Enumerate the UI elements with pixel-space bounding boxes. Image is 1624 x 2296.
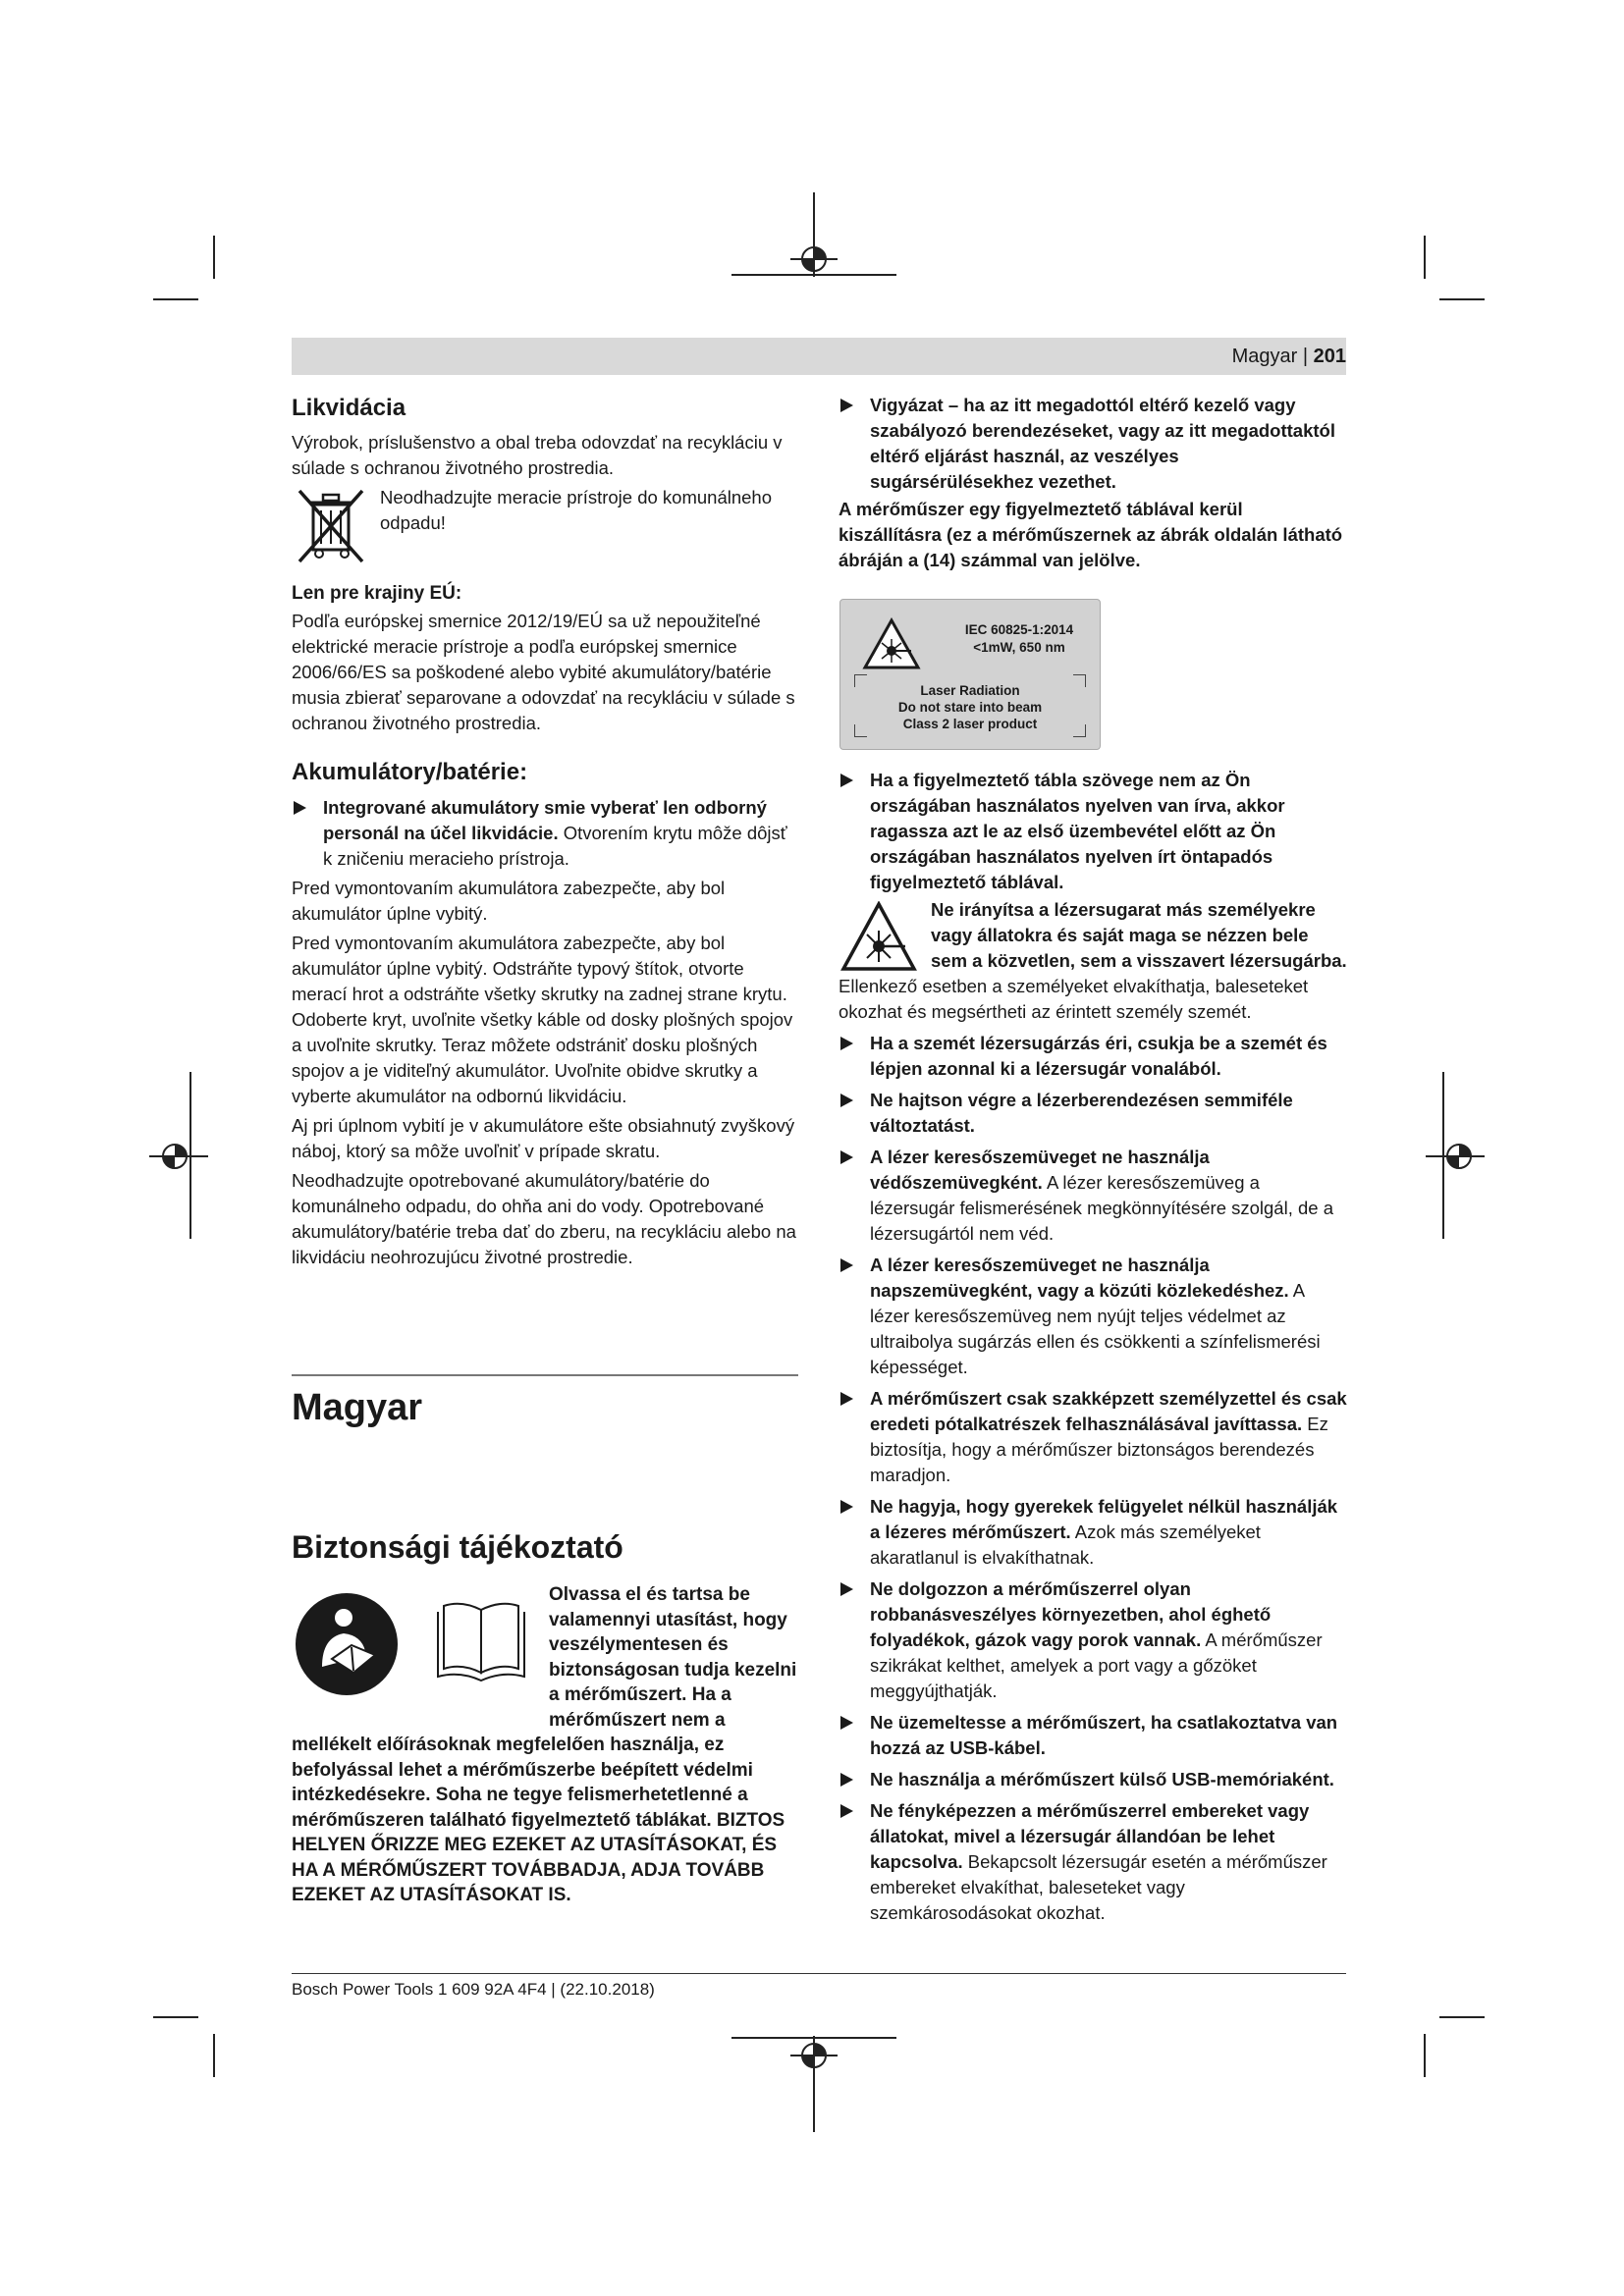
bullet-gyer [839,1494,1347,1571]
warning-label-intro: A mérőműszer egy figyelmeztető táblával kerül kiszállításra (ez a mérőműszernek az ábrák oldalán látható ábráján a (14) számmal van jelölve. [839,499,1343,570]
bullet-vegre: Ne hajtson végre a lézerberendezésen semmiféle változtatást. [839,1088,1347,1139]
registration-mark-top [731,192,896,291]
bin-notice [292,485,798,569]
label-corner [1073,674,1086,687]
label-line-2: <1mW, 650 nm [973,640,1065,655]
bullet-szemet: Ha a szemét lézersugárzás éri, csukja be a szemét és lépjen azonnal ki a lézersugár vonalából. [839,1031,1347,1082]
crop-mark [153,298,198,300]
likvidacia-text: Výrobok, príslušenstvo a obal treba odovzdať na recykláciu v súlade s ochranou životného prostredia. [292,432,783,478]
bullet-vedo-bold: A lézer keresőszemüveget ne használja védőszemüvegként. [870,1147,1210,1193]
bin-text: Neodhadzujte meracie prístroje do komunálneho odpadu! [380,487,773,533]
bullet-vigyazat: Vigyázat – ha az itt megadottól eltérő kezelő vagy szabályozó berendezéseket, vagy az itt megadottaktól eltérő eljárást használ, az veszélyes sugársérülésekhez vezethet. [839,393,1347,495]
header-separator: | [1302,346,1309,367]
label-line-5: Class 2 laser product [902,717,1038,731]
footer-rule [292,1973,1346,1974]
laser-warning-small-icon [862,617,921,670]
bullet-nap-bold: A lézer keresőszemüveget ne használja napszemüvegként, vagy a közúti közlekedéshez. [870,1255,1289,1301]
header-bar [292,338,1346,375]
laser-warning-rest: Ellenkező esetben a személyeket elvakíthatja, baleseteket okozhat és megsértheti az érintett személy szemét. [839,976,1309,1022]
eu-text: Podľa európskej smernice 2012/19/EÚ sa už nepoužiteľné elektrické meracie prístroje a podľa európskej smernice 2006/66/ES sa poškodené alebo vybité akumulátory/batérie musia zbierať separovane a odovzdať na recykláciu v súlade s ochranou životného prostredia. [292,611,795,733]
akum-bullet [292,795,798,872]
laser-warning-icon [840,901,917,972]
eu-heading: Len pre krajiny EÚ: [292,583,462,604]
laser-warning-bold: Ne irányítsa a lézersugarat más személyekre vagy állatokra és saját maga se nézzen bele sem a közvetlen, sem a visszavert lézersugárba. [931,899,1347,971]
bullet-vedo-rest: A lézer keresőszemüveg a lézersugár felismerésének megkönnyítésére szolgál, de a lézersugártól nem véd. [870,1172,1333,1244]
crop-mark [1439,2016,1485,2018]
label-corner [854,724,867,737]
label-line-1: IEC 60825-1:2014 [964,622,1074,637]
label-inner [854,612,1086,737]
crop-mark [1424,236,1426,279]
page-header [1232,344,1346,369]
bullet-nap [839,1253,1347,1380]
registration-mark-left [149,1072,208,1239]
intro-text-block [292,1582,798,1908]
bullet-szoveg: Ha a figyelmeztető tábla szövege nem az Ön országában használatos nyelven van írva, akkor ragassza azt le az első üzembevétel előtt az Ön országában használatos nyelven írt öntapadós figyelmeztető táblával. [839,768,1347,895]
crop-mark [213,2034,215,2077]
label-line-4: Do not stare into beam [897,700,1043,715]
bullet-vedo [839,1145,1347,1247]
bullet-foto-rest: Bekapcsolt lézersugár esetén a mérőműszer embereket elvakíthat, baleseteket vagy szemkárosodásokat okozhat. [870,1851,1327,1923]
label-corner [854,674,867,687]
right-column [839,393,1347,573]
intro-text: Olvassa el és tartsa be valamennyi utasítást, hogy veszélymentesen és biztonságosan tudja kezelni a mérőműszert. Ha a mérőműszert nem a mellékelt előírásoknak megfelelően használja, ez befolyással lehet a mérőműszerbe beépített védelmi intézkedésekre. Soha ne tegye felismerhetetlenné a mérőműszeren található figyelmeztető táblákat. BIZTOS HELYEN ŐRIZZE MEG EZEKET AZ UTASÍTÁSOKAT, ÉS HA A MÉRŐMŰSZERT TOVÁBBADJA, ADJA TOVÁBB EZEKET AZ UTASÍTÁSOKAT IS. [292,1584,797,1905]
bullet-robb-bold: Ne dolgozzon a mérőműszerrel olyan robbanásveszélyes környezetben, ahol éghető folyadékok, gázok vagy porok vannak. [870,1578,1272,1650]
akum-p1: Pred vymontovaním akumulátora zabezpečte, aby bol akumulátor úplne vybitý. [292,878,726,924]
akum-p2: Pred vymontovaním akumulátora zabezpečte, aby bol akumulátor úplne vybitý. Odstráňte typový štítok, otvorte merací hrot a odstráňte všetky skrutky na zadnej strane krytu. Odoberte kryt, uvoľnite všetky káble od dosky plošných spojov a uvoľnite skrutky. Teraz môžete odstrániť dosku plošných spojov a je viditeľný akumulátor. Uvoľnite obidve skrutky a vyberte akumulátor na odbornú likvidáciu. [292,933,793,1106]
akum-p4: Neodhadzujte opotrebované akumulátory/batérie do komunálneho odpadu, do ohňa ani do vody. Opotrebované akumulátory/batérie treba dať do zberu, na recykláciu alebo na likvidáciu neohrozujúcu životné prostredie. [292,1170,796,1267]
crop-mark [1439,298,1485,300]
magyar-heading: Magyar [292,1387,423,1428]
registration-mark-bottom [731,2022,896,2132]
registration-mark-right [1426,1072,1485,1239]
bullet-nap-rest: A lézer keresőszemüveg nem nyújt teljes védelmet az ultraibolya sugárzás ellen és csökkenti a színfelismerési képességet. [870,1280,1321,1377]
bullet-szak [839,1386,1347,1488]
crop-mark [1424,2034,1426,2077]
bullet-usb: Ne üzemeltesse a mérőműszert, ha csatlakoztatva van hozzá az USB-kábel. [839,1710,1347,1761]
bullet-gyer-rest: Azok más személyeket akaratlanul is elvakíthatnak. [870,1522,1261,1568]
right-column-lower [839,768,1347,1926]
label-corner [1073,724,1086,737]
bullet-robb [839,1576,1347,1704]
laser-warning-label [839,599,1101,750]
likvidacia-heading: Likvidácia [292,395,406,421]
laser-warning-block [839,897,1347,1025]
page-number: 201 [1313,346,1346,367]
crop-mark [153,2016,198,2018]
bullet-foto-bold: Ne fényképezzen a mérőműszerrel embereket vagy állatokat, mivel a lézersugár állandóan be lehet kapcsolva. [870,1800,1310,1872]
header-section: Magyar [1231,346,1298,367]
akumulatory-heading: Akumulátory/batérie: [292,759,528,785]
label-line-3: Laser Radiation [920,683,1020,698]
crop-mark [213,236,215,279]
section-divider [292,1374,798,1376]
akum-bullet-rest: Otvorením krytu môže dôjsť k zničeniu meracieho prístroja. [323,823,787,869]
crossed-bin-icon [294,487,368,565]
biztonsagi-heading: Biztonsági tájékoztató [292,1529,623,1565]
left-column [292,393,798,1270]
bullet-szak-bold: A mérőműszert csak szakképzett személyzettel és csak eredeti pótalkatrészek felhasználásával javíttassa. [870,1388,1347,1434]
bullet-mem: Ne használja a mérőműszert külső USB-memóriaként. [839,1767,1347,1792]
bullet-gyer-bold: Ne hagyja, hogy gyerekek felügyelet nélkül használják a lézeres mérőműszert. [870,1496,1338,1542]
bullet-szak-rest: Ez biztosítja, hogy a mérőműszer biztonságos berendezés maradjon. [870,1414,1328,1485]
akum-bullet-bold: Integrované akumulátory smie vyberať len odborný personál na účel likvidácie. [323,797,767,843]
footer-text: Bosch Power Tools 1 609 92A 4F4 | (22.10.2018) [292,1980,655,1999]
bullet-robb-rest: A mérőműszer szikrákat kelthet, amelyek a port vagy a gőzöket meggyújthatják. [870,1629,1323,1701]
intro-float [292,1582,549,1726]
akum-p3: Aj pri úplnom vybití je v akumulátore ešte obsiahnutý zvyškový náboj, ktorý sa môže uvoľniť v prípade skratu. [292,1115,795,1161]
bullet-foto [839,1798,1347,1926]
